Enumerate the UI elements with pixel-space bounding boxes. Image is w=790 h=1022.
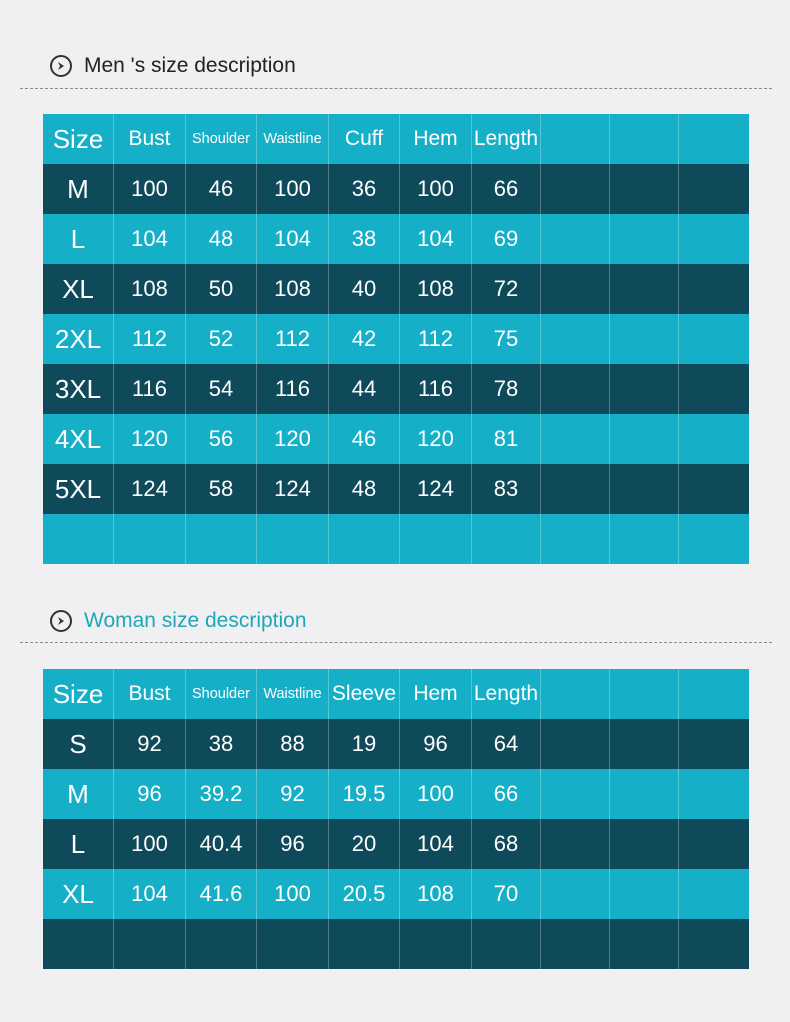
table-cell: 104: [114, 214, 186, 264]
table-cell: 100: [400, 769, 472, 819]
size-cell: 5XL: [43, 464, 114, 514]
table-cell: [610, 514, 679, 564]
table-cell: [610, 769, 679, 819]
table-cell: 92: [257, 769, 329, 819]
table-cell: 88: [257, 719, 329, 769]
woman-size-table: [43, 669, 749, 969]
table-cell: [186, 514, 257, 564]
column-header: [679, 114, 749, 164]
men-section-divider: [20, 88, 772, 89]
column-header: Hem: [400, 114, 472, 164]
table-cell: 96: [257, 819, 329, 869]
table-cell: 100: [400, 164, 472, 214]
woman-section-header: [50, 604, 770, 638]
column-header: Cuff: [329, 114, 400, 164]
table-cell: [610, 364, 679, 414]
table-cell: 70: [472, 869, 541, 919]
column-header: Size: [43, 114, 114, 164]
table-cell: 120: [114, 414, 186, 464]
table-header-row: [43, 669, 749, 719]
column-header: [541, 669, 610, 719]
table-cell: 116: [400, 364, 472, 414]
table-cell: [679, 464, 749, 514]
table-cell: 19: [329, 719, 400, 769]
size-cell: S: [43, 719, 114, 769]
table-row: [43, 214, 749, 264]
table-cell: [541, 869, 610, 919]
table-cell: [257, 919, 329, 969]
table-row: [43, 364, 749, 414]
column-header: Size: [43, 669, 114, 719]
column-header: Bust: [114, 114, 186, 164]
men-size-table: [43, 114, 749, 564]
size-cell: 2XL: [43, 314, 114, 364]
table-cell: 124: [257, 464, 329, 514]
table-cell: [679, 919, 749, 969]
table-cell: 112: [114, 314, 186, 364]
table-cell: 116: [114, 364, 186, 414]
table-cell: 112: [257, 314, 329, 364]
size-cell: M: [43, 769, 114, 819]
table-cell: 72: [472, 264, 541, 314]
table-cell: 42: [329, 314, 400, 364]
size-cell: XL: [43, 869, 114, 919]
size-cell: 3XL: [43, 364, 114, 414]
table-cell: [257, 514, 329, 564]
table-cell: 64: [472, 719, 541, 769]
table-cell: 20.5: [329, 869, 400, 919]
table-cell: [610, 719, 679, 769]
table-cell: [679, 164, 749, 214]
table-cell: 56: [186, 414, 257, 464]
table-row: [43, 164, 749, 214]
table-cell: 120: [257, 414, 329, 464]
table-cell: 104: [400, 819, 472, 869]
size-cell: XL: [43, 264, 114, 314]
table-cell: 44: [329, 364, 400, 414]
table-cell: 108: [114, 264, 186, 314]
column-header: Length: [472, 669, 541, 719]
table-cell: 112: [400, 314, 472, 364]
table-cell: 36: [329, 164, 400, 214]
table-cell: [329, 919, 400, 969]
table-cell: [541, 719, 610, 769]
column-header: [610, 669, 679, 719]
table-cell: 100: [257, 164, 329, 214]
table-cell: 68: [472, 819, 541, 869]
table-cell: 100: [114, 819, 186, 869]
table-cell: 48: [329, 464, 400, 514]
table-row: [43, 314, 749, 364]
table-cell: [541, 819, 610, 869]
column-header: [610, 114, 679, 164]
circled-arrow-right-icon: [50, 55, 72, 77]
table-cell: [679, 314, 749, 364]
table-cell: [541, 214, 610, 264]
table-cell: 100: [114, 164, 186, 214]
circled-arrow-right-icon: [50, 610, 72, 632]
table-cell: [679, 364, 749, 414]
table-row: [43, 819, 749, 869]
table-cell: 19.5: [329, 769, 400, 819]
table-cell: [679, 414, 749, 464]
table-cell: 116: [257, 364, 329, 414]
table-cell: 96: [400, 719, 472, 769]
table-cell: [610, 214, 679, 264]
table-cell: [329, 514, 400, 564]
column-header: Waistline: [257, 114, 329, 164]
table-cell: 92: [114, 719, 186, 769]
table-row: [43, 514, 749, 564]
table-cell: 81: [472, 414, 541, 464]
table-cell: 40.4: [186, 819, 257, 869]
table-cell: [679, 264, 749, 314]
column-header: Sleeve: [329, 669, 400, 719]
table-cell: 96: [114, 769, 186, 819]
table-cell: 104: [114, 869, 186, 919]
table-cell: 50: [186, 264, 257, 314]
table-header-row: [43, 114, 749, 164]
woman-section-divider: [20, 642, 772, 643]
table-row: [43, 719, 749, 769]
column-header: [679, 669, 749, 719]
size-cell: 4XL: [43, 414, 114, 464]
table-cell: [541, 514, 610, 564]
table-cell: [186, 919, 257, 969]
table-cell: [541, 264, 610, 314]
table-cell: [610, 314, 679, 364]
table-cell: 100: [257, 869, 329, 919]
men-section-header: [50, 49, 770, 83]
table-cell: [114, 514, 186, 564]
table-cell: 52: [186, 314, 257, 364]
table-cell: 20: [329, 819, 400, 869]
table-cell: [400, 919, 472, 969]
column-header: [541, 114, 610, 164]
table-cell: [541, 919, 610, 969]
size-cell: M: [43, 164, 114, 214]
table-row: [43, 464, 749, 514]
table-cell: [541, 364, 610, 414]
table-row: [43, 264, 749, 314]
table-cell: [472, 514, 541, 564]
table-row: [43, 769, 749, 819]
table-cell: [400, 514, 472, 564]
size-cell: L: [43, 819, 114, 869]
column-header: Hem: [400, 669, 472, 719]
table-cell: 83: [472, 464, 541, 514]
table-cell: [610, 819, 679, 869]
size-cell: [43, 514, 114, 564]
table-cell: 104: [257, 214, 329, 264]
table-cell: [679, 719, 749, 769]
table-cell: 46: [329, 414, 400, 464]
table-cell: 38: [329, 214, 400, 264]
table-cell: [541, 464, 610, 514]
table-cell: [679, 869, 749, 919]
table-cell: [541, 164, 610, 214]
table-cell: [114, 919, 186, 969]
table-cell: [679, 514, 749, 564]
table-cell: 41.6: [186, 869, 257, 919]
men-section-title: Men 's size description: [84, 54, 296, 77]
table-row: [43, 414, 749, 464]
table-cell: 54: [186, 364, 257, 414]
table-cell: 124: [400, 464, 472, 514]
table-cell: [610, 869, 679, 919]
table-cell: 39.2: [186, 769, 257, 819]
size-cell: [43, 919, 114, 969]
table-cell: 75: [472, 314, 541, 364]
table-cell: 104: [400, 214, 472, 264]
table-cell: 108: [400, 264, 472, 314]
table-cell: [610, 264, 679, 314]
column-header: Shoulder: [186, 114, 257, 164]
table-row: [43, 919, 749, 969]
table-cell: [679, 819, 749, 869]
table-cell: 38: [186, 719, 257, 769]
table-row: [43, 869, 749, 919]
table-cell: [541, 769, 610, 819]
table-cell: [541, 414, 610, 464]
table-cell: 58: [186, 464, 257, 514]
table-cell: [472, 919, 541, 969]
table-cell: 66: [472, 769, 541, 819]
table-cell: 108: [400, 869, 472, 919]
table-cell: 66: [472, 164, 541, 214]
column-header: Shoulder: [186, 669, 257, 719]
table-cell: [610, 414, 679, 464]
column-header: Waistline: [257, 669, 329, 719]
table-cell: [679, 214, 749, 264]
table-cell: [610, 464, 679, 514]
table-cell: [610, 919, 679, 969]
table-cell: 40: [329, 264, 400, 314]
table-cell: 69: [472, 214, 541, 264]
table-cell: 120: [400, 414, 472, 464]
woman-section-title: Woman size description: [84, 609, 307, 632]
table-cell: [610, 164, 679, 214]
table-cell: 78: [472, 364, 541, 414]
table-cell: [679, 769, 749, 819]
table-cell: 124: [114, 464, 186, 514]
table-cell: 46: [186, 164, 257, 214]
column-header: Length: [472, 114, 541, 164]
column-header: Bust: [114, 669, 186, 719]
table-cell: [541, 314, 610, 364]
table-cell: 48: [186, 214, 257, 264]
size-cell: L: [43, 214, 114, 264]
table-cell: 108: [257, 264, 329, 314]
